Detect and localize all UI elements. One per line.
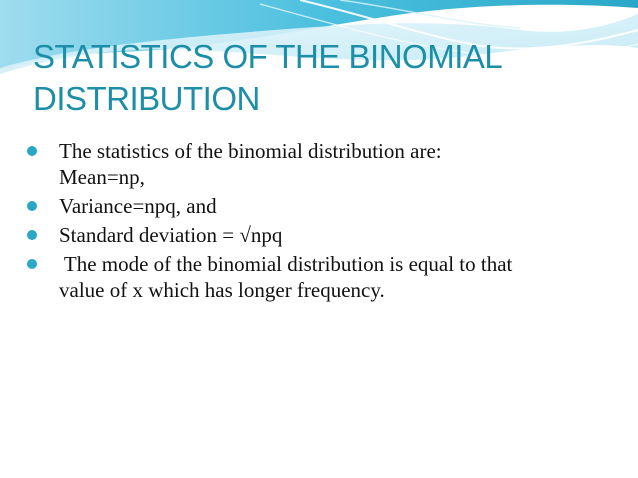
bullet-icon (27, 146, 37, 156)
bullet-item-variance (22, 193, 622, 219)
bullet-item-mode (22, 251, 622, 303)
bullet-text: The statistics of the binomial distribution are: (59, 139, 442, 163)
slide-title (33, 36, 623, 120)
title-line-1: STATISTICS OF THE BINOMIAL (33, 38, 503, 75)
bullet-list (22, 138, 622, 306)
bullet-icon (27, 201, 37, 211)
bullet-item-statistics (22, 138, 622, 190)
bullet-text-continued: value of x which has longer frequency. (59, 278, 385, 302)
title-line-2: DISTRIBUTION (33, 80, 260, 117)
bullet-text-continued: Mean=np, (59, 165, 145, 189)
bullet-text: Variance=npq, and (59, 194, 217, 218)
bullet-text: The mode of the binomial distribution is equal to that (59, 252, 513, 276)
bullet-text: Standard deviation = √npq (59, 223, 283, 247)
bullet-item-standard-deviation (22, 222, 622, 248)
bullet-icon (27, 259, 37, 269)
bullet-icon (27, 230, 37, 240)
